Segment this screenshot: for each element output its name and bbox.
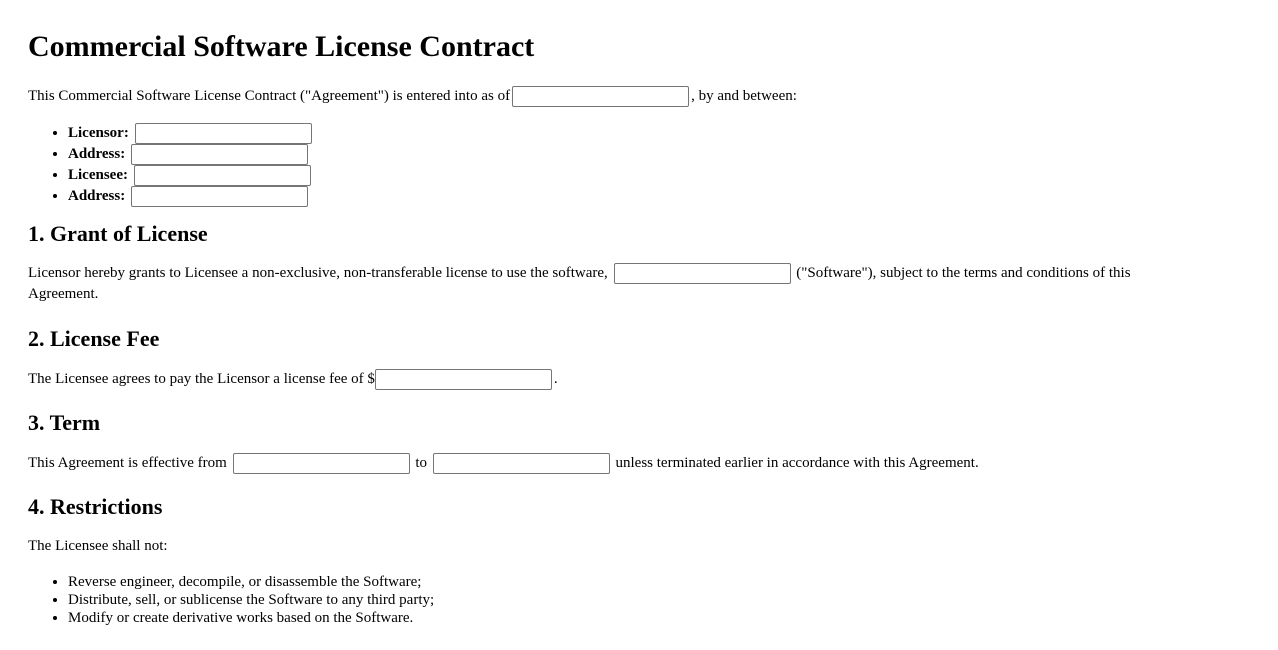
software-name-input[interactable] [614,263,791,284]
list-item-licensor-address [68,144,1278,165]
restrictions-list [28,573,1278,627]
list-item: • Modify or create derivative works based on the Software. [68,609,1278,627]
term-start-input[interactable] [233,453,410,474]
parties-list [28,123,1278,207]
section-3-text-before: This Agreement is effective from [28,455,227,472]
licensor-input[interactable] [135,123,312,144]
list-item-licensee-address [68,186,1278,207]
licensee-address-label: Address: [68,188,126,205]
page-title: Commercial Software License Contract [28,30,535,63]
intro-text-after: , by and between: [691,88,797,104]
license-fee-input[interactable] [375,369,552,390]
licensee-input[interactable] [134,165,311,186]
licensee-address-input[interactable] [131,186,308,207]
intro-text-before: This Commercial Software License Contract ("Agreement") is entered into as of [28,88,511,104]
section-2-paragraph [28,369,1278,390]
intro-paragraph [28,86,1278,107]
section-3-heading: 3. Term [28,410,101,436]
agreement-date-input[interactable] [512,86,689,107]
section-3-text-middle: to [415,455,427,472]
list-item-licensor [68,123,1278,144]
section-2-text-after: . [553,371,558,388]
section-4-intro: The Licensee shall not: [28,538,168,555]
list-item: • Reverse engineer, decompile, or disassemble the Software; [68,573,1278,591]
list-item: • Distribute, sell, or sublicense the Software to any third party; [68,591,1278,609]
section-2-text-before: The Licensee agrees to pay the Licensor a license fee of $ [28,371,375,388]
licensee-label: Licensee: [68,167,128,184]
section-1-text-before: Licensor hereby grants to Licensee a non-exclusive, non-transferable license to use the software, [28,265,608,282]
section-3-paragraph [28,453,1278,474]
section-1-text-after: ("Software"), subject to the terms and conditions of this Agreement. [28,265,1131,303]
list-item-licensee [68,165,1278,186]
section-4-heading: 4. Restrictions [28,494,163,520]
licensor-label: Licensor: [68,125,129,142]
licensor-address-label: Address: [68,146,126,163]
section-2-heading: 2. License Fee [28,326,160,352]
section-3-text-after: unless terminated earlier in accordance with this Agreement. [615,455,979,472]
section-1-paragraph [28,263,1198,304]
term-end-input[interactable] [433,453,610,474]
section-1-heading: 1. Grant of License [28,221,208,247]
licensor-address-input[interactable] [131,144,308,165]
